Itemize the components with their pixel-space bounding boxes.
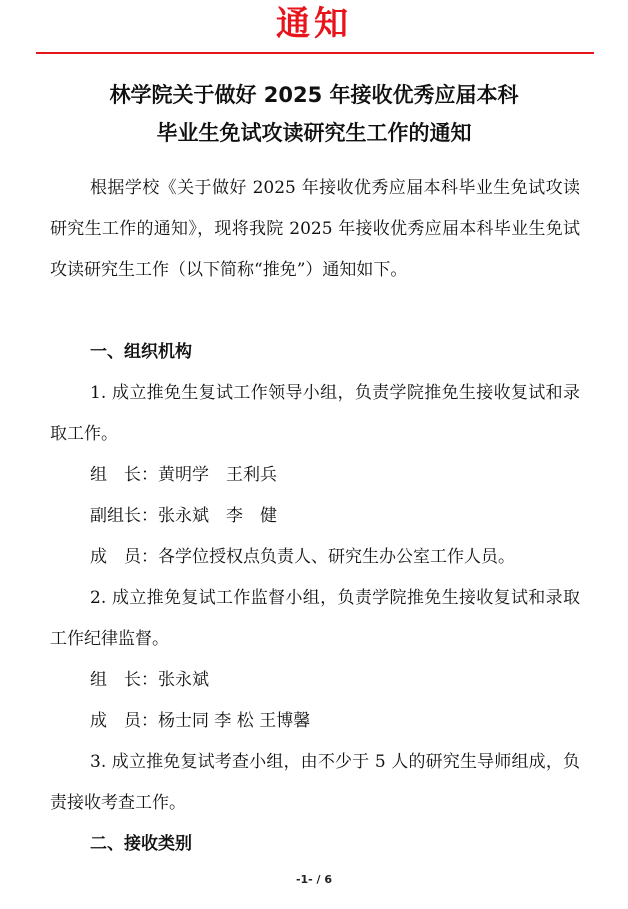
intro-paragraph: 根据学校《关于做好 2025 年接收优秀应届本科毕业生免试攻读研究生工作的通知》，现将我院 2025 年接收优秀应届本科毕业生免试攻读研究生工作（以下简称“推免”）通知如下。 [50, 178, 580, 280]
supervision-members-line: 成 员：杨士同 李 松 王博馨 [90, 711, 311, 731]
section-heading-organization: 一、组织机构 [90, 342, 192, 362]
leader-line: 组 长：黄明学 王利兵 [90, 465, 277, 485]
red-divider [36, 52, 594, 54]
document-title-line-1: 林学院关于做好 2025 年接收优秀应届本科 [109, 83, 519, 107]
list-item-2: 2. 成立推免复试工作监督小组，负责学院推免生接收复试和录取工作纪律监督。 [50, 588, 580, 649]
deputy-leader-line: 副组长：张永斌 李 健 [90, 506, 277, 526]
list-item-3: 3. 成立推免复试考查小组，由不少于 5 人的研究生导师组成，负责接收考查工作。 [50, 752, 580, 813]
notice-banner: 通知 [276, 4, 352, 44]
supervision-leader-line: 组 长：张永斌 [90, 670, 209, 690]
section-heading-categories: 二、接收类别 [90, 834, 192, 854]
members-line: 成 员：各学位授权点负责人、研究生办公室工作人员。 [90, 547, 515, 567]
document-title-line-2: 毕业生免试攻读研究生工作的通知 [156, 121, 472, 145]
list-item-1: 1. 成立推免生复试工作领导小组，负责学院推免生接收复试和录取工作。 [50, 383, 580, 444]
page-indicator: -1- / 6 [295, 873, 333, 886]
